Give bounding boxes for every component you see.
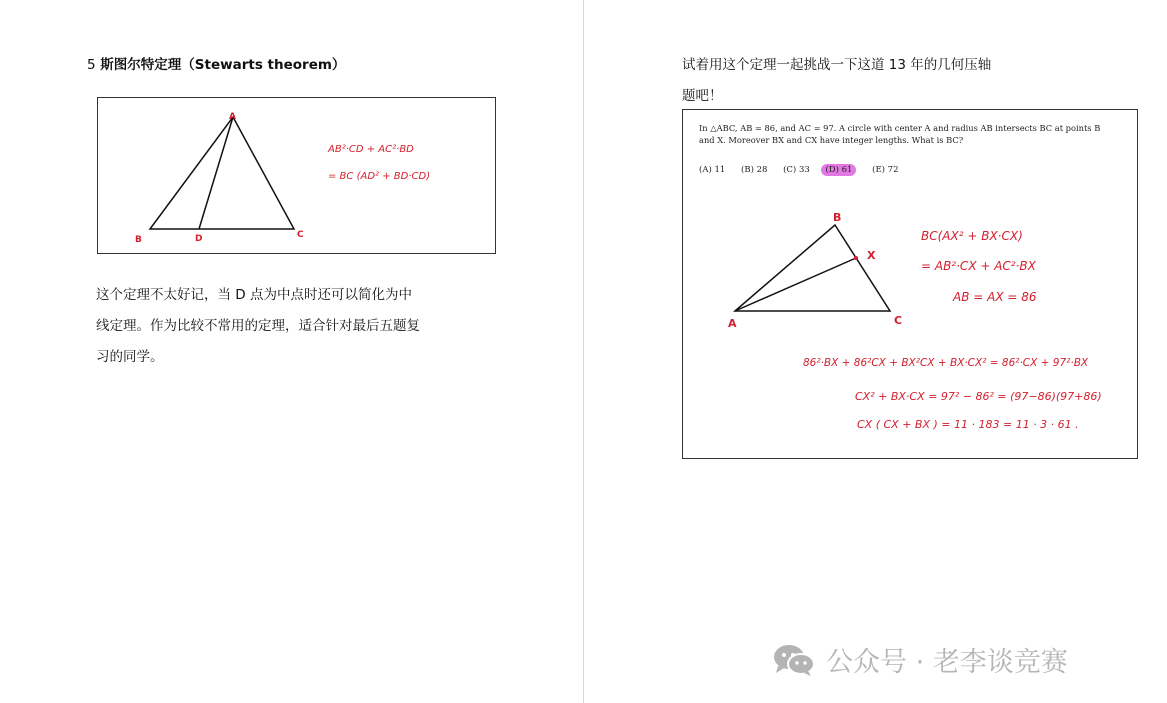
label-x: X xyxy=(867,249,876,262)
label-a: A xyxy=(728,317,737,330)
theorem-note xyxy=(96,280,496,373)
problem-line: and X. Moreover BX and CX have integer lengths. What is BC? xyxy=(699,135,964,145)
label-b: B xyxy=(135,235,142,245)
choice-a: (A) 11 xyxy=(699,165,726,175)
solution-diagram xyxy=(683,110,1139,460)
work-line-6: CX ( CX + BX ) = 11 · 183 = 11 · 3 · 61 . xyxy=(857,418,1079,431)
segment-ax xyxy=(735,258,856,311)
stewart-theorem-figure xyxy=(97,97,496,254)
formula-line-1: AB²·CD + AC²·BD xyxy=(328,144,414,155)
label-b: B xyxy=(833,211,842,224)
work-line-1: BC(AX² + BX·CX) xyxy=(921,229,1023,243)
problem-line: In △ABC, AB = 86, and AC = 97. A circle with center A and radius AB intersects BC at points B xyxy=(699,123,1101,133)
choice-d-highlighted: (D) 61 xyxy=(821,164,856,176)
paragraph-line: 这个定理不太好记，当 D 点为中点时还可以简化为中 xyxy=(96,287,412,303)
section-heading xyxy=(87,53,345,73)
work-line-2: = AB²·CX + AC²·BX xyxy=(921,259,1036,273)
work-line-3: AB = AX = 86 xyxy=(953,290,1037,304)
challenge-intro xyxy=(682,50,991,112)
work-line-5: CX² + BX·CX = 97² − 86² = (97−86)(97+86) xyxy=(855,390,1102,403)
label-d: D xyxy=(195,234,203,244)
heading-number: 5 xyxy=(87,57,96,73)
intro-line: 题吧！ xyxy=(682,88,723,104)
choice-c: (C) 33 xyxy=(783,165,810,175)
paragraph-line: 线定理。作为比较不常用的定理，适合针对最后五题复 xyxy=(96,318,420,334)
wechat-icon xyxy=(772,643,816,677)
label-c: C xyxy=(894,314,903,327)
choice-e: (E) 72 xyxy=(872,165,899,175)
heading-title: 斯图尔特定理（Stewarts theorem） xyxy=(100,57,346,73)
point-x xyxy=(854,256,858,260)
formula-line-2: = BC (AD² + BD·CD) xyxy=(328,171,431,182)
problem-figure xyxy=(682,109,1138,459)
triangle-diagram xyxy=(98,98,497,255)
intro-line: 试着用这个定理一起挑战一下这道 13 年的几何压轴 xyxy=(682,57,992,73)
label-a: A xyxy=(229,112,236,122)
work-line-4: 86²·BX + 86²CX + BX²CX + BX·CX² = 86²·CX + 97²·BX xyxy=(803,357,1089,369)
triangle-abc xyxy=(735,225,890,311)
triangle-abc xyxy=(150,117,294,229)
paragraph-line: 习的同学。 xyxy=(96,349,164,365)
watermark xyxy=(772,640,1068,679)
label-c: C xyxy=(297,230,304,240)
choice-b: (B) 28 xyxy=(741,165,768,175)
cevian-ad xyxy=(199,117,233,229)
watermark-text: 公众号 · 老李谈竞赛 xyxy=(826,647,1068,678)
page-divider xyxy=(583,0,584,703)
